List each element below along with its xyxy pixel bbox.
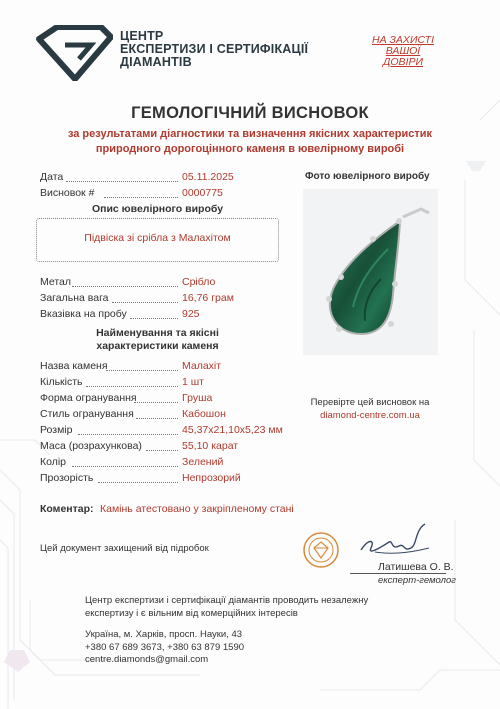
footer-address: Україна, м. Харків, просп. Науки, 43: [85, 629, 243, 640]
report-dots: [104, 197, 178, 198]
color-dots: [72, 466, 178, 467]
transparency-label: Прозорість: [40, 472, 94, 484]
footer-phones: +380 67 689 3673, +380 63 879 1590: [85, 641, 245, 653]
date-value: 05.11.2025: [182, 171, 234, 183]
org-line-1: ЦЕНТР: [120, 29, 164, 43]
size-label: Розмір: [40, 424, 73, 436]
cut-shape-value: Груша: [182, 392, 213, 404]
signer-name: Латишева О. В.: [378, 561, 454, 573]
quantity-value: 1 шт: [182, 376, 204, 388]
description-box: [36, 218, 279, 262]
org-line-2: ЕКСПЕРТИЗИ І СЕРТИФІКАЦІЇ: [120, 42, 309, 56]
signature-icon: [355, 518, 435, 562]
size-value: 45,37х21,10х5,23 мм: [182, 424, 283, 436]
transparency-dots: [98, 482, 178, 483]
cut-style-label: Стиль огранування: [40, 408, 134, 420]
slogan-line-1: НА ЗАХИСТІ: [371, 34, 435, 46]
metal-value: Срібло: [182, 276, 216, 288]
mass-dots: [146, 450, 178, 451]
report-number-value: 0000775: [182, 187, 223, 199]
slogan-line-3: ДОВІРИ: [383, 56, 423, 68]
document-title: ГЕМОЛОГІЧНИЙ ВИСНОВОК: [131, 104, 369, 122]
verify-block: [300, 396, 440, 422]
verify-text: Перевірте цей висновок на: [310, 397, 430, 408]
stone-name-value: Малахіт: [182, 360, 222, 372]
style-dots: [136, 418, 178, 419]
date-dots: [66, 181, 178, 182]
cut-style-value: Кабошон: [182, 408, 226, 420]
org-line-3: ДІАМАНТІВ: [120, 55, 192, 69]
stone-name-label: Назва каменя: [40, 360, 108, 372]
subtitle-line-2: природного дорогоцінного каменя в ювелірному виробі: [95, 143, 405, 155]
stone-header-line-2: характеристики каменя: [96, 340, 219, 352]
protection-note: Цей документ захищений від підробок: [40, 543, 209, 554]
company-logo-icon: [35, 25, 113, 81]
mass-value: 55,10 карат: [182, 440, 239, 452]
color-label: Колір: [40, 456, 67, 468]
mass-label: Маса (розрахункова): [40, 440, 142, 452]
footer-gap: [85, 620, 368, 629]
total-weight-value: 16,76 грам: [182, 292, 234, 304]
certification-seal-icon: [302, 531, 340, 569]
footer-line-2: експертизу і є вільним від комерційних інтересів: [85, 607, 298, 619]
weight-dots: [112, 302, 178, 303]
description-value: Підвіска зі срібла з Малахітом: [84, 232, 231, 244]
date-label: Дата: [40, 171, 64, 183]
photo-label: Фото ювелірного виробу: [305, 171, 430, 182]
metal-label: Метал: [40, 276, 72, 288]
verify-url-link[interactable]: diamond-centre.com.ua: [320, 410, 420, 421]
fineness-label: Вказівка на пробу: [40, 308, 127, 320]
pendant-image: [303, 189, 438, 355]
slogan: [368, 35, 438, 68]
total-weight-label: Загальна вага: [40, 292, 109, 304]
fineness-dots: [130, 318, 178, 319]
comment-label: Коментар:: [40, 503, 94, 515]
document-subtitle: [0, 127, 500, 157]
report-number-label: Висновок #: [40, 187, 95, 199]
shape-dots: [134, 402, 178, 403]
slogan-line-2: ВАШОЇ: [385, 45, 421, 57]
footer-email: centre.diamonds@gmail.com: [85, 654, 209, 665]
metal-dots: [72, 286, 178, 287]
footer-line-1: Центр експертизи і сертифікації діамантів проводить незалежну: [85, 595, 369, 606]
jewelry-photo: [303, 189, 438, 355]
subtitle-line-1: за результатами діагностики та визначення якісних характеристик: [67, 128, 433, 140]
cut-shape-label: Форма огранування: [40, 392, 137, 404]
stone-header: [36, 327, 279, 353]
organization-name: [120, 30, 308, 69]
quantity-label: Кількість: [40, 376, 83, 388]
comment-value: Камінь атестовано у закріпленому стані: [100, 503, 294, 515]
signer-role: експерт-гемолог: [378, 575, 456, 586]
footer: [85, 595, 368, 667]
signature-line: [350, 573, 446, 574]
size-dots: [78, 434, 178, 435]
description-header: Опис ювелірного виробу: [91, 203, 224, 215]
stone-header-line-1: Найменування та якісні: [96, 327, 219, 339]
quantity-dots: [86, 386, 178, 387]
stone-name-dots: [106, 370, 178, 371]
color-value: Зелений: [182, 456, 224, 468]
transparency-value: Непрозорий: [182, 472, 241, 484]
fineness-value: 925: [182, 308, 200, 320]
